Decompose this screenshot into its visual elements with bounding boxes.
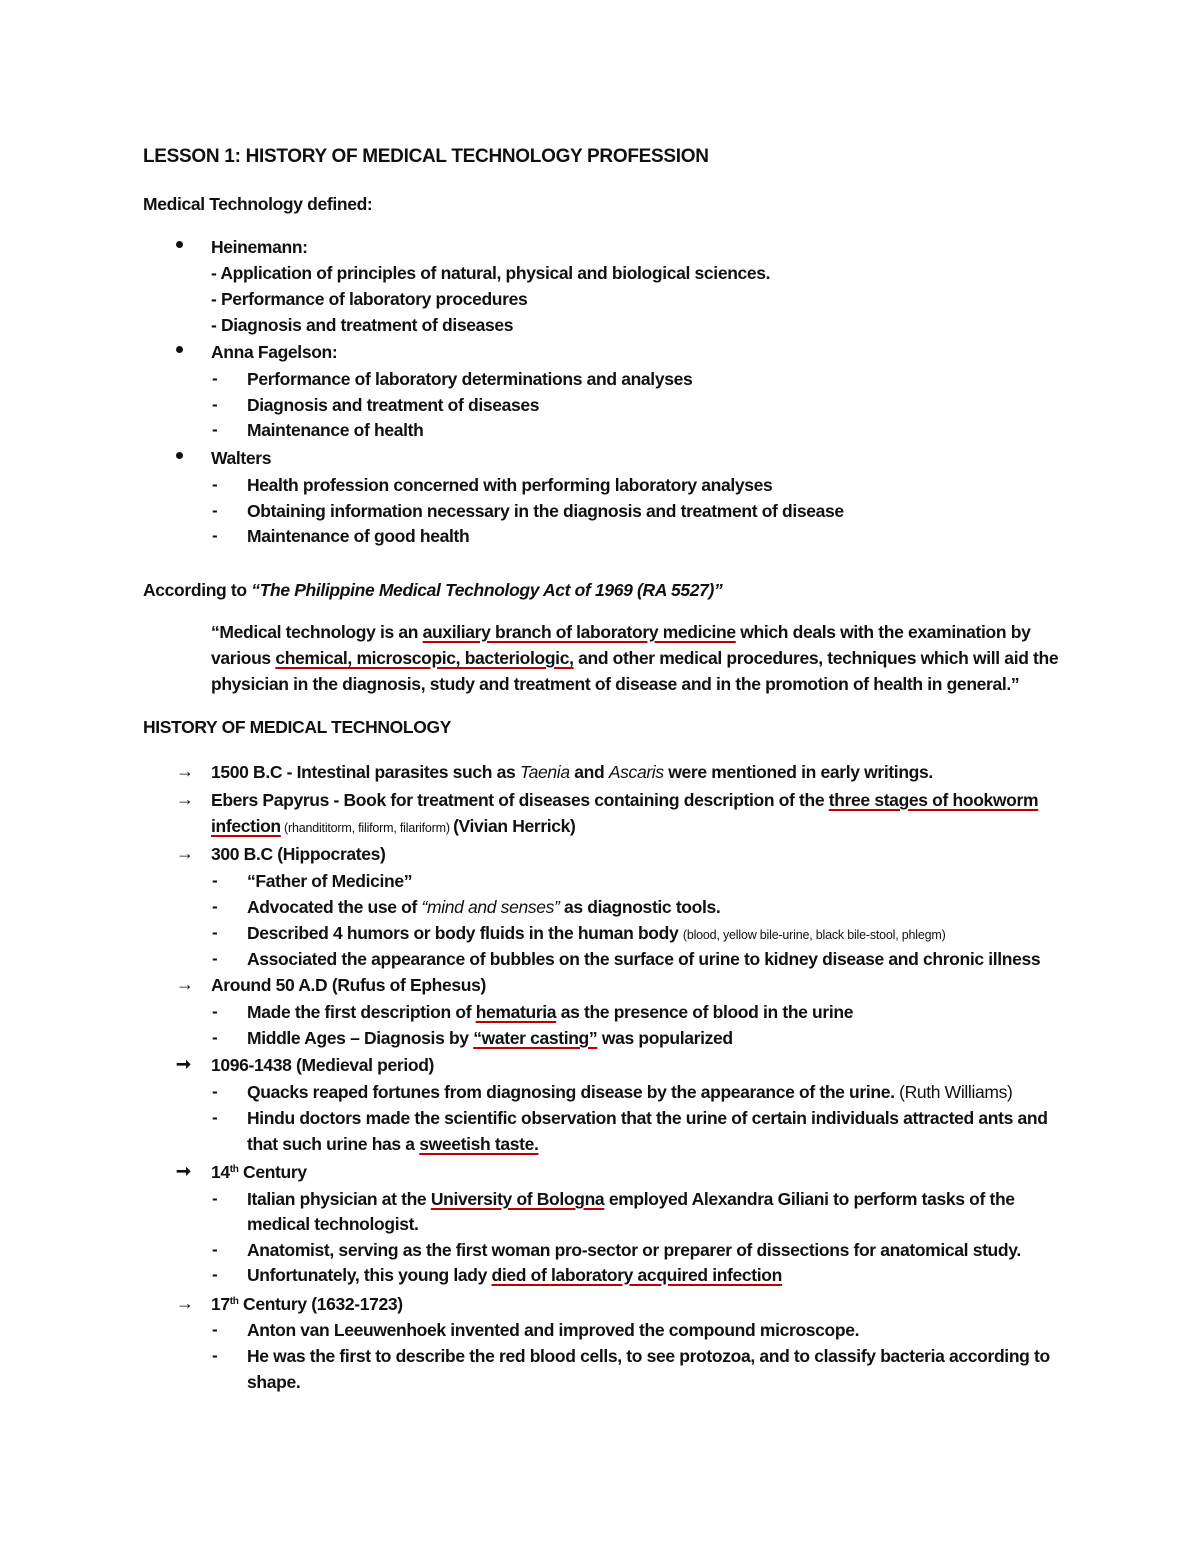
century-label: Century: [238, 1162, 307, 1182]
history-item-ebers: [211, 789, 1038, 811]
dash-icon: -: [212, 1108, 218, 1127]
act-title: “The Philippine Medical Technology Act of 1969 (RA 5527)”: [251, 580, 723, 600]
quote-text: various: [211, 648, 276, 668]
walters-point: Health profession concerned with performing laboratory analyses: [247, 475, 773, 495]
quote-underlined: chemical, microscopic, bacteriologic,: [275, 648, 574, 668]
century-label: Century (1632-1723): [238, 1294, 403, 1314]
item-citation: (Ruth Williams): [899, 1082, 1013, 1102]
c14-heading: [211, 1161, 307, 1183]
c17-point-cont: shape.: [247, 1372, 301, 1392]
defined-heading: Medical Technology defined:: [143, 194, 373, 214]
c14-point-cont: medical technologist.: [247, 1214, 419, 1234]
fagelson-point: Diagnosis and treatment of diseases: [247, 395, 540, 415]
arrow-icon: →: [176, 974, 194, 994]
lesson-title: LESSON 1: HISTORY OF MEDICAL TECHNOLOGY PROFESSION: [143, 146, 709, 167]
item-text: Ebers Papyrus - Book for treatment of diseases containing description of the: [211, 790, 829, 810]
dash-icon: -: [212, 871, 218, 890]
dash-icon: -: [212, 395, 218, 414]
item-underlined: died of laboratory acquired infection: [491, 1265, 782, 1285]
hippocrates-point: Associated the appearance of bubbles on the surface of urine to kidney disease and chronic illness: [247, 949, 1041, 969]
dash-icon: -: [212, 475, 218, 494]
arrow-icon: →: [176, 843, 194, 863]
walters-point: Maintenance of good health: [247, 526, 470, 546]
c17-heading: [211, 1293, 403, 1315]
item-italic: “mind and senses”: [421, 897, 560, 917]
quote-text: “Medical technology is an: [211, 622, 423, 642]
item-small: (blood, yellow bile-urine, black bile-stool, phlegm): [682, 928, 946, 942]
rufus-point: [247, 1027, 733, 1049]
heinemann-name: Heinemann:: [211, 237, 308, 257]
heinemann-point: - Diagnosis and treatment of diseases: [211, 315, 514, 335]
c17-point: He was the first to describe the red blood cells, to see protozoa, and to classify bacteria according to: [247, 1346, 1050, 1366]
bullet-icon: [176, 241, 183, 248]
item-text: employed Alexandra Giliani to perform tasks of the: [604, 1189, 1015, 1209]
dash-icon: -: [212, 1189, 218, 1208]
item-text: were mentioned in early writings.: [663, 762, 933, 782]
dash-icon: -: [212, 949, 218, 968]
dash-icon: -: [212, 1265, 218, 1284]
item-italic: Ascaris: [608, 762, 664, 782]
bullet-icon: [176, 346, 183, 353]
medieval-point: Hindu doctors made the scientific observation that the urine of certain individuals attracted ants and: [247, 1108, 1048, 1128]
item-text: Made the first description of: [247, 1002, 476, 1022]
act-quote-line: physician in the diagnosis, study and treatment of disease and in the promotion of health in general.”: [211, 674, 1020, 694]
century-number: 14: [211, 1162, 230, 1182]
quote-text: which deals with the examination by: [735, 622, 1031, 642]
act-quote-line: [211, 647, 1058, 669]
arrow-icon: →: [176, 789, 194, 809]
dash-icon: -: [212, 1028, 218, 1047]
medieval-heading: 1096-1438 (Medieval period): [211, 1055, 435, 1075]
item-text: Quacks reaped fortunes from diagnosing disease by the appearance of the urine.: [247, 1082, 900, 1102]
dash-icon: -: [212, 897, 218, 916]
dash-icon: -: [212, 1346, 218, 1365]
dash-icon: -: [212, 923, 218, 942]
item-underlined: hematuria: [475, 1002, 557, 1022]
item-underlined: sweetish taste.: [419, 1134, 539, 1154]
item-text: Italian physician at the: [247, 1189, 431, 1209]
fagelson-point: Performance of laboratory determinations and analyses: [247, 369, 693, 389]
item-small: (rhandititorm, filiform, filariform): [280, 821, 454, 835]
dash-icon: -: [212, 1240, 218, 1259]
hippocrates-point: [247, 896, 720, 918]
c17-point: Anton van Leeuwenhoek invented and improved the compound microscope.: [247, 1320, 860, 1340]
fagelson-point: Maintenance of health: [247, 420, 424, 440]
century-number: 17: [211, 1294, 230, 1314]
hippocrates-point: [247, 922, 946, 946]
item-text: Unfortunately, this young lady: [247, 1265, 492, 1285]
arrow-icon: →: [176, 761, 194, 781]
dash-icon: -: [212, 501, 218, 520]
act-heading: [143, 579, 722, 601]
item-text: was popularized: [597, 1028, 733, 1048]
century-suffix: th: [229, 1164, 239, 1175]
medieval-point-cont: [247, 1133, 538, 1155]
item-text: as diagnostic tools.: [559, 897, 721, 917]
c14-point: Anatomist, serving as the first woman pro-sector or preparer of dissections for anatomical study.: [247, 1240, 1021, 1260]
arrow-icon: ➞: [176, 1161, 192, 1181]
quote-underlined: auxiliary branch of laboratory medicine: [422, 622, 736, 642]
dash-icon: -: [212, 1002, 218, 1021]
arrow-icon: ➞: [176, 1054, 192, 1074]
heinemann-point: - Performance of laboratory procedures: [211, 289, 528, 309]
hippocrates-point: “Father of Medicine”: [247, 871, 413, 891]
item-text: Advocated the use of: [247, 897, 422, 917]
hippocrates-heading: 300 B.C (Hippocrates): [211, 844, 386, 864]
fagelson-name: Anna Fagelson:: [211, 342, 338, 362]
item-underlined: infection: [211, 816, 281, 836]
item-underlined: University of Bologna: [430, 1189, 605, 1209]
walters-name: Walters: [211, 448, 272, 468]
dash-icon: -: [212, 369, 218, 388]
item-text: 1500 B.C - Intestinal parasites such as: [211, 762, 520, 782]
dash-icon: -: [212, 1320, 218, 1339]
dash-icon: -: [212, 1082, 218, 1101]
act-lead: According to: [143, 580, 252, 600]
bullet-icon: [176, 452, 183, 459]
rufus-point: [247, 1001, 853, 1023]
walters-point: Obtaining information necessary in the diagnosis and treatment of disease: [247, 501, 844, 521]
item-italic: Taenia: [519, 762, 570, 782]
item-text: Middle Ages – Diagnosis by: [247, 1028, 474, 1048]
item-text: Described 4 humors or body fluids in the human body: [247, 923, 683, 943]
history-item-ebers-cont: [211, 815, 576, 839]
century-suffix: th: [229, 1296, 239, 1307]
history-heading: HISTORY OF MEDICAL TECHNOLOGY: [143, 717, 452, 737]
item-underlined: three stages of hookworm: [828, 790, 1039, 810]
item-text: and: [569, 762, 609, 782]
heinemann-point: - Application of principles of natural, physical and biological sciences.: [211, 263, 771, 283]
quote-text: and other medical procedures, techniques which will aid the: [573, 648, 1059, 668]
dash-icon: -: [212, 420, 218, 439]
rufus-heading: Around 50 A.D (Rufus of Ephesus): [211, 975, 486, 995]
act-quote-line: [211, 621, 1030, 643]
item-text: that such urine has a: [247, 1134, 420, 1154]
c14-point: [247, 1188, 1015, 1210]
medieval-point: [247, 1081, 1012, 1103]
dash-icon: -: [212, 526, 218, 545]
c14-point: [247, 1264, 782, 1286]
arrow-icon: →: [176, 1293, 194, 1313]
item-underlined: “water casting”: [473, 1028, 598, 1048]
item-text: (Vivian Herrick): [453, 816, 576, 836]
history-item-1500bc: [211, 761, 933, 783]
item-text: as the presence of blood in the urine: [556, 1002, 854, 1022]
